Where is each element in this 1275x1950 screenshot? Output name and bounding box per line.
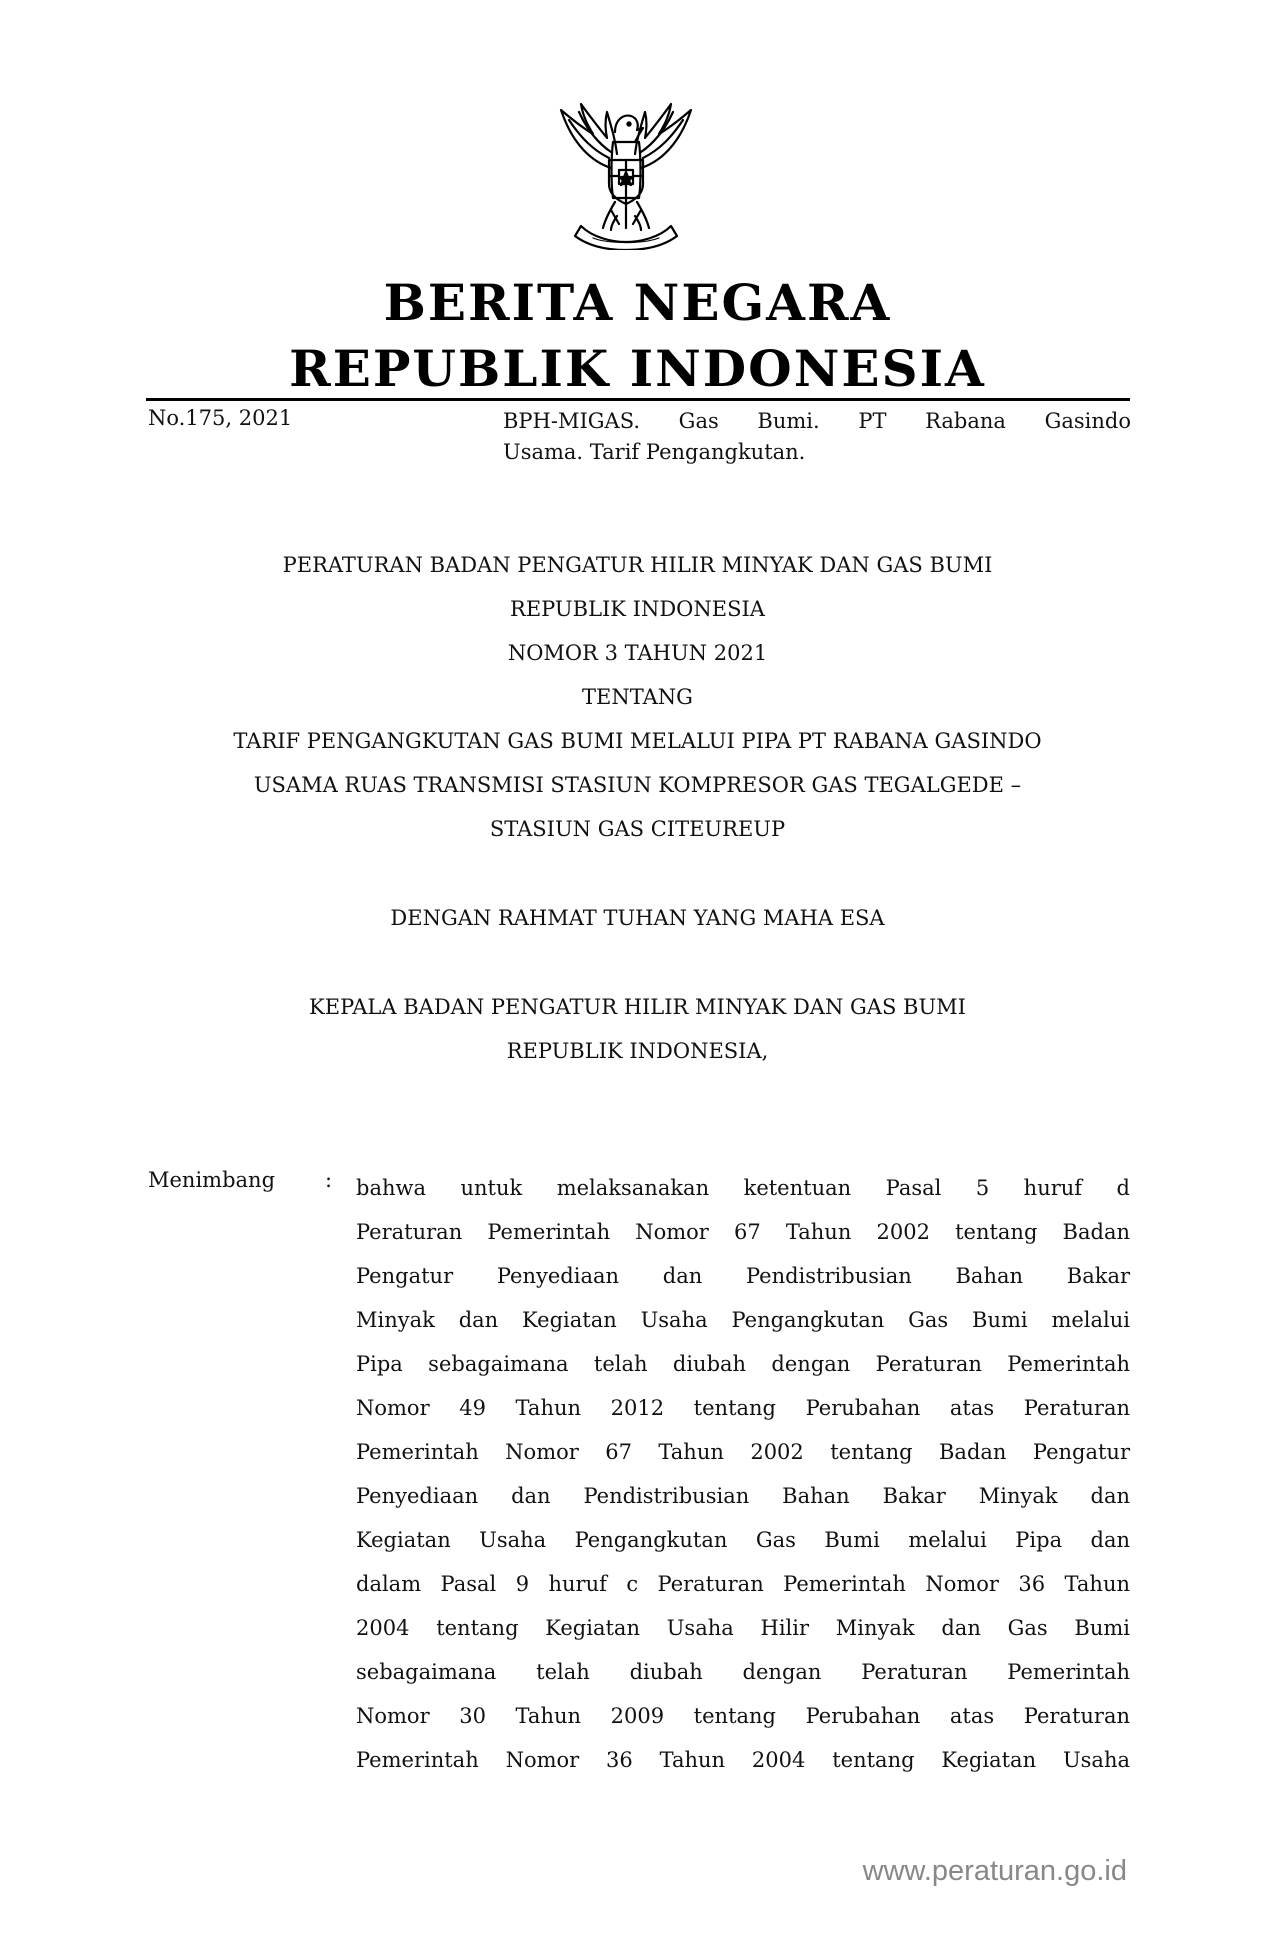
- regulation-title-line: REPUBLIK INDONESIA: [510, 597, 765, 621]
- preamble: DENGAN RAHMAT TUHAN YANG MAHA ESA: [390, 906, 885, 930]
- regulation-subject-line: USAMA RUAS TRANSMISI STASIUN KOMPRESOR GAS TEGALGEDE –: [253, 773, 1022, 797]
- garuda-pancasila-emblem-icon: [553, 98, 699, 250]
- considering-paragraph: [356, 1166, 1130, 1782]
- paragraph-line: Pemerintah Nomor 67 Tahun 2002 tentang Badan Pengatur: [356, 1440, 1130, 1464]
- paragraph-line: bahwa untuk melaksanakan ketentuan Pasal 5 huruf d: [356, 1176, 1130, 1200]
- masthead-subtitle: REPUBLIK INDONESIA: [289, 339, 986, 398]
- considering-label: Menimbang: [148, 1168, 276, 1192]
- regulation-title-line: PERATURAN BADAN PENGATUR HILIR MINYAK DAN GAS BUMI: [282, 553, 993, 577]
- regulation-number: NOMOR 3 TAHUN 2021: [507, 641, 768, 665]
- paragraph-line: Pemerintah Nomor 36 Tahun 2004 tentang Kegiatan Usaha: [356, 1748, 1130, 1772]
- paragraph-line: Nomor 30 Tahun 2009 tentang Perubahan atas Peraturan: [356, 1704, 1130, 1728]
- footer-website-link[interactable]: www.peraturan.go.id: [862, 1855, 1127, 1887]
- paragraph-line: Kegiatan Usaha Pengangkutan Gas Bumi melalui Pipa dan: [356, 1528, 1130, 1552]
- paragraph-line: sebagaimana telah diubah dengan Peraturan Pemerintah: [356, 1660, 1130, 1684]
- issue-subject-line: Usama. Tarif Pengangkutan.: [503, 440, 806, 464]
- paragraph-line: Pengatur Penyediaan dan Pendistribusian Bahan Bakar: [356, 1264, 1130, 1288]
- masthead-divider: [146, 398, 1130, 401]
- issue-number: No.175, 2021: [148, 406, 293, 430]
- issue-subject: [503, 406, 1131, 468]
- paragraph-line: Peraturan Pemerintah Nomor 67 Tahun 2002 tentang Badan: [356, 1220, 1130, 1244]
- authority-line: KEPALA BADAN PENGATUR HILIR MINYAK DAN GAS BUMI: [309, 995, 966, 1019]
- masthead-title: BERITA NEGARA: [383, 273, 892, 332]
- paragraph-line: 2004 tentang Kegiatan Usaha Hilir Minyak dan Gas Bumi: [356, 1616, 1130, 1640]
- paragraph-line: Penyediaan dan Pendistribusian Bahan Bakar Minyak dan: [356, 1484, 1130, 1508]
- regulation-about: TENTANG: [582, 685, 693, 709]
- regulation-subject-line: STASIUN GAS CITEUREUP: [489, 817, 786, 841]
- regulation-subject-line: TARIF PENGANGKUTAN GAS BUMI MELALUI PIPA PT RABANA GASINDO: [233, 729, 1042, 753]
- issue-subject-line: BPH-MIGAS. Gas Bumi. PT Rabana Gasindo: [503, 409, 1131, 433]
- authority-line: REPUBLIK INDONESIA,: [506, 1039, 769, 1063]
- considering-colon: :: [325, 1168, 333, 1192]
- paragraph-line: Pipa sebagaimana telah diubah dengan Peraturan Pemerintah: [356, 1352, 1130, 1376]
- paragraph-line: dalam Pasal 9 huruf c Peraturan Pemerintah Nomor 36 Tahun: [356, 1572, 1130, 1596]
- paragraph-line: Nomor 49 Tahun 2012 tentang Perubahan atas Peraturan: [356, 1396, 1130, 1420]
- paragraph-line: Minyak dan Kegiatan Usaha Pengangkutan Gas Bumi melalui: [356, 1308, 1130, 1332]
